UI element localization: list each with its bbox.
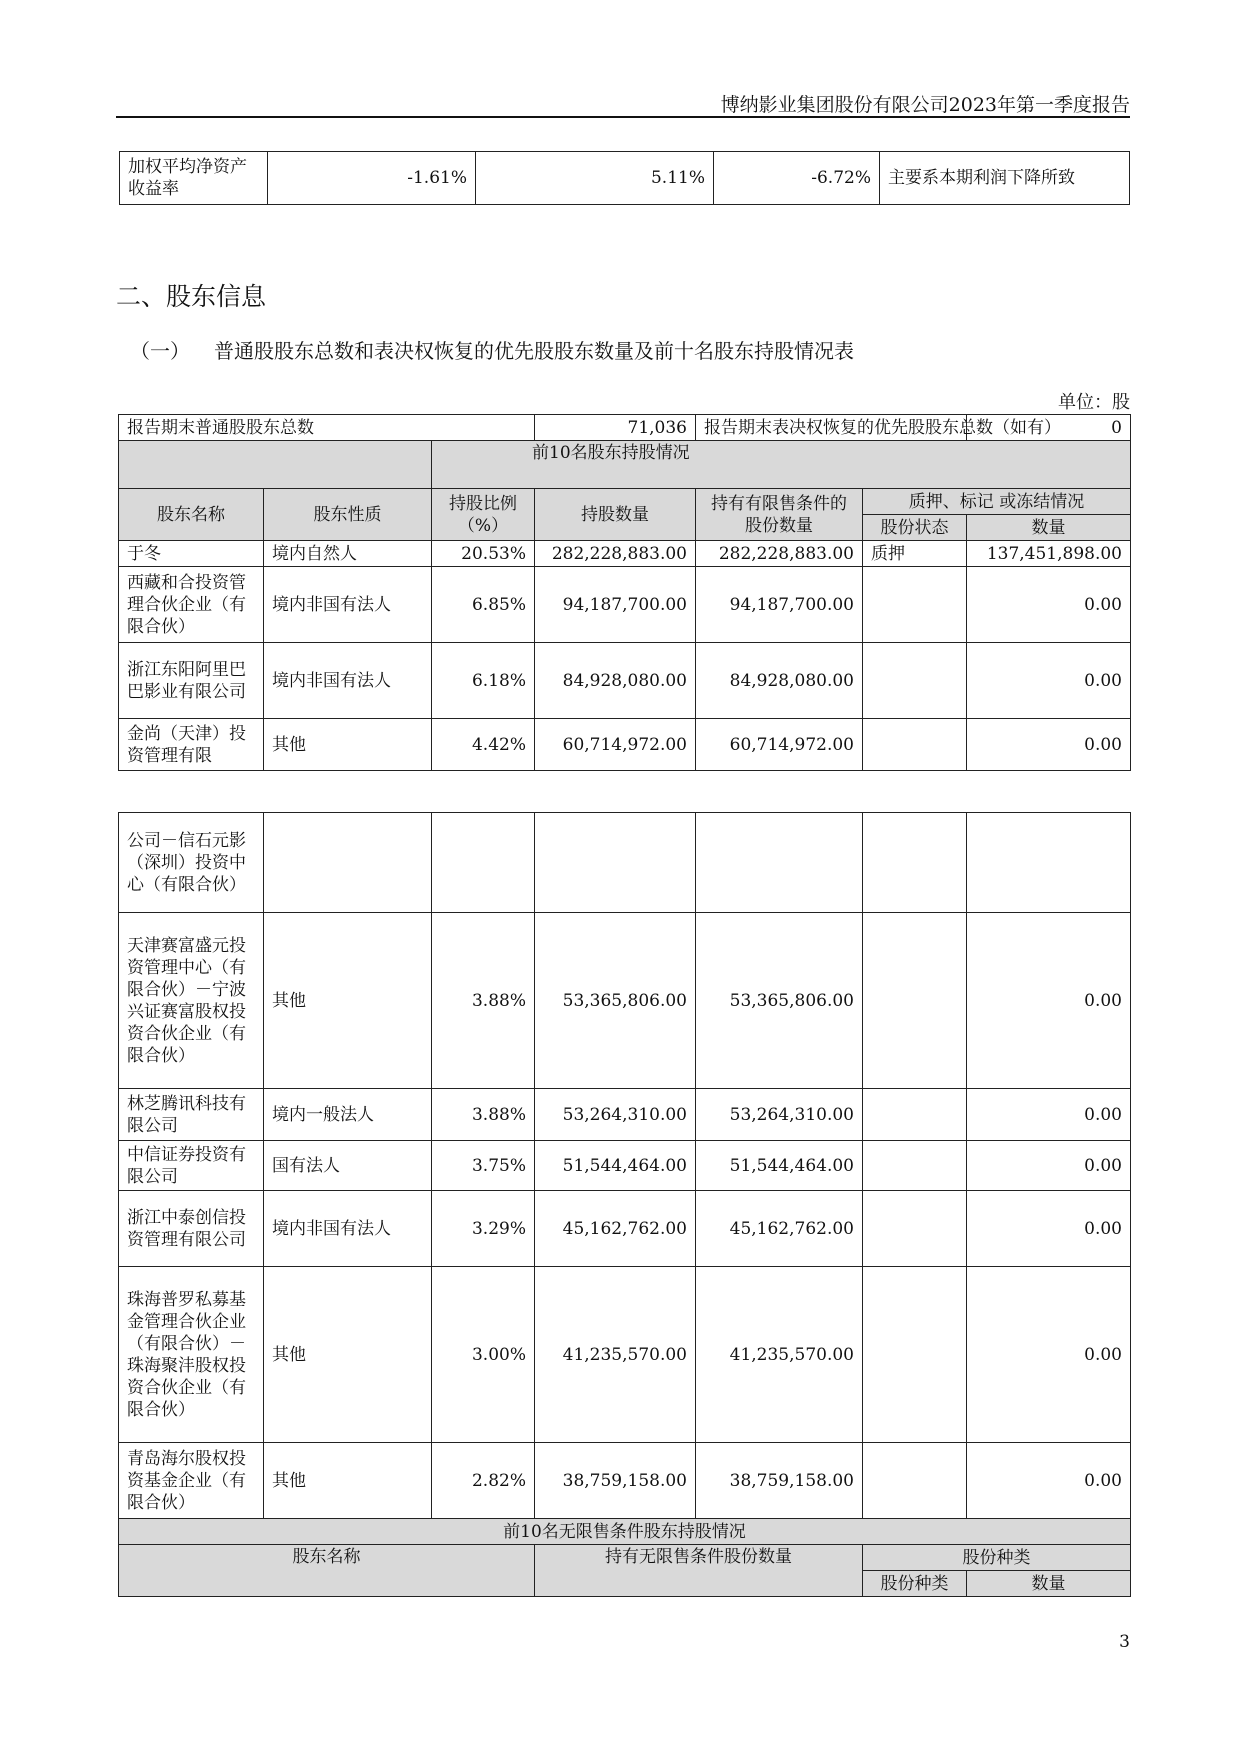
holder-status — [863, 1141, 967, 1191]
holder-amount: 0.00 — [967, 643, 1131, 719]
holder-ratio: 3.00% — [432, 1267, 535, 1443]
holder-nature — [264, 813, 432, 913]
holder-nature: 其他 — [264, 1267, 432, 1443]
roe-table — [119, 151, 1130, 205]
holder-status — [863, 1443, 967, 1519]
holder-amount: 0.00 — [967, 1141, 1131, 1191]
holder-qty: 53,264,310.00 — [535, 1089, 696, 1141]
holder-amount: 0.00 — [967, 1089, 1131, 1141]
holder-qty — [535, 813, 696, 913]
holder-restricted: 45,162,762.00 — [696, 1191, 863, 1267]
holder-ratio: 3.75% — [432, 1141, 535, 1191]
pref-holders-value: 0 — [967, 415, 1131, 441]
holder-nature: 境内一般法人 — [264, 1089, 432, 1141]
holder-amount: 0.00 — [967, 1267, 1131, 1443]
table-row — [119, 1191, 1131, 1267]
roe-previous: 5.11% — [476, 152, 714, 205]
holder-qty: 51,544,464.00 — [535, 1141, 696, 1191]
col-pledge: 质押、标记 或冻结情况 — [863, 489, 1131, 515]
holder-name: 于冬 — [119, 541, 264, 567]
table-row — [119, 541, 1131, 567]
header-title: 博纳影业集团股份有限公司2023年第一季度报告 — [720, 94, 1130, 116]
holder-name: 天津赛富盛元投资管理中心（有限合伙）－宁波兴证赛富股权投资合伙企业（有限合伙） — [119, 913, 264, 1089]
holder-name: 中信证券投资有限公司 — [119, 1141, 264, 1191]
table-row — [119, 1141, 1131, 1191]
col-restricted: 持有有限售条件的股份数量 — [696, 489, 863, 541]
holder-restricted: 41,235,570.00 — [696, 1267, 863, 1443]
holder-nature: 境内非国有法人 — [264, 643, 432, 719]
holder-qty: 38,759,158.00 — [535, 1443, 696, 1519]
holder-amount: 0.00 — [967, 1191, 1131, 1267]
holder-status — [863, 567, 967, 643]
holder-name: 林芝腾讯科技有限公司 — [119, 1089, 264, 1141]
holder-name: 青岛海尔股权投资基金企业（有限合伙） — [119, 1443, 264, 1519]
shareholder-table-2 — [118, 812, 1131, 1597]
roe-change: -6.72% — [714, 152, 880, 205]
roe-current: -1.61% — [268, 152, 476, 205]
holder-amount: 0.00 — [967, 567, 1131, 643]
holder-qty: 84,928,080.00 — [535, 643, 696, 719]
holder-amount — [967, 813, 1131, 913]
holder-nature: 境内非国有法人 — [264, 567, 432, 643]
holder-ratio: 20.53% — [432, 541, 535, 567]
holder-ratio: 2.82% — [432, 1443, 535, 1519]
holder-status — [863, 813, 967, 913]
holder-nature: 其他 — [264, 913, 432, 1089]
col-ratio: 持股比例（%） — [432, 489, 535, 541]
table-row — [119, 1443, 1131, 1519]
holder-restricted — [696, 813, 863, 913]
holder-ratio: 6.85% — [432, 567, 535, 643]
holder-qty: 282,228,883.00 — [535, 541, 696, 567]
holder-restricted: 94,187,700.00 — [696, 567, 863, 643]
holder-status — [863, 719, 967, 771]
holder-nature: 境内自然人 — [264, 541, 432, 567]
unrestricted-col-type-sub: 股份种类 — [863, 1571, 967, 1597]
shareholder-table-1 — [118, 414, 1131, 771]
holder-ratio: 3.29% — [432, 1191, 535, 1267]
holder-name: 金尚（天津）投资管理有限 — [119, 719, 264, 771]
holder-name: 西藏和合投资管理合伙企业（有限合伙） — [119, 567, 264, 643]
holder-nature: 境内非国有法人 — [264, 1191, 432, 1267]
table-row — [119, 1267, 1131, 1443]
holder-ratio: 3.88% — [432, 913, 535, 1089]
unrestricted-title: 前10名无限售条件股东持股情况 — [119, 1519, 1131, 1545]
holder-status: 质押 — [863, 541, 967, 567]
unrestricted-col-amount: 数量 — [967, 1571, 1131, 1597]
holder-name: 浙江东阳阿里巴巴影业有限公司 — [119, 643, 264, 719]
holder-qty: 45,162,762.00 — [535, 1191, 696, 1267]
col-nature: 股东性质 — [264, 489, 432, 541]
col-name: 股东名称 — [119, 489, 264, 541]
holder-name: 公司－信石元影（深圳）投资中心（有限合伙） — [119, 813, 264, 913]
holder-qty: 60,714,972.00 — [535, 719, 696, 771]
subsection-heading — [130, 335, 854, 364]
pref-holders-label: 报告期末表决权恢复的优先股股东总数（如有） — [696, 415, 967, 441]
holder-nature: 国有法人 — [264, 1141, 432, 1191]
table-row — [119, 813, 1131, 913]
holder-qty: 53,365,806.00 — [535, 913, 696, 1089]
subsection-title: 普通股股东总数和表决权恢复的优先股股东数量及前十名股东持股情况表 — [214, 339, 854, 363]
holder-amount: 0.00 — [967, 1443, 1131, 1519]
holder-ratio: 6.18% — [432, 643, 535, 719]
roe-reason: 主要系本期利润下降所致 — [880, 152, 1130, 205]
unrestricted-col-qty: 持有无限售条件股份数量 — [535, 1545, 863, 1597]
table-row — [119, 643, 1131, 719]
col-status: 股份状态 — [863, 515, 967, 541]
holder-status — [863, 1191, 967, 1267]
table-row — [119, 1089, 1131, 1141]
unrestricted-col-type: 股份种类 — [863, 1545, 1131, 1571]
holder-restricted: 51,544,464.00 — [696, 1141, 863, 1191]
page-number: 3 — [1119, 1632, 1130, 1652]
holder-restricted: 53,264,310.00 — [696, 1089, 863, 1141]
holder-ratio: 4.42% — [432, 719, 535, 771]
total-holders-label: 报告期末普通股股东总数 — [119, 415, 535, 441]
holder-qty: 94,187,700.00 — [535, 567, 696, 643]
holder-nature: 其他 — [264, 719, 432, 771]
total-holders-value: 71,036 — [535, 415, 696, 441]
holder-qty: 41,235,570.00 — [535, 1267, 696, 1443]
holder-status — [863, 1089, 967, 1141]
holder-amount: 137,451,898.00 — [967, 541, 1131, 567]
holder-status — [863, 1267, 967, 1443]
holder-name: 浙江中泰创信投资管理有限公司 — [119, 1191, 264, 1267]
subsection-number: （一） — [130, 339, 190, 363]
unrestricted-col-name: 股东名称 — [119, 1545, 535, 1597]
col-amount: 数量 — [967, 515, 1131, 541]
roe-label: 加权平均净资产收益率 — [120, 152, 268, 205]
unit-label: 单位：股 — [1058, 392, 1130, 413]
holder-status — [863, 913, 967, 1089]
holder-restricted: 282,228,883.00 — [696, 541, 863, 567]
holder-status — [863, 643, 967, 719]
table-row — [119, 567, 1131, 643]
holder-ratio: 3.88% — [432, 1089, 535, 1141]
holder-name: 珠海普罗私募基金管理合伙企业（有限合伙）－珠海聚沣股权投资合伙企业（有限合伙） — [119, 1267, 264, 1443]
holder-restricted: 53,365,806.00 — [696, 913, 863, 1089]
top10-title: 前10名股东持股情况 — [432, 441, 1131, 489]
holder-amount: 0.00 — [967, 719, 1131, 771]
holder-nature: 其他 — [264, 1443, 432, 1519]
holder-restricted: 84,928,080.00 — [696, 643, 863, 719]
page-header — [116, 86, 1130, 118]
section-title: 二、股东信息 — [116, 282, 267, 311]
holder-restricted: 38,759,158.00 — [696, 1443, 863, 1519]
table-row — [119, 913, 1131, 1089]
table-row — [119, 719, 1131, 771]
holder-restricted: 60,714,972.00 — [696, 719, 863, 771]
col-qty: 持股数量 — [535, 489, 696, 541]
holder-amount: 0.00 — [967, 913, 1131, 1089]
holder-ratio — [432, 813, 535, 913]
